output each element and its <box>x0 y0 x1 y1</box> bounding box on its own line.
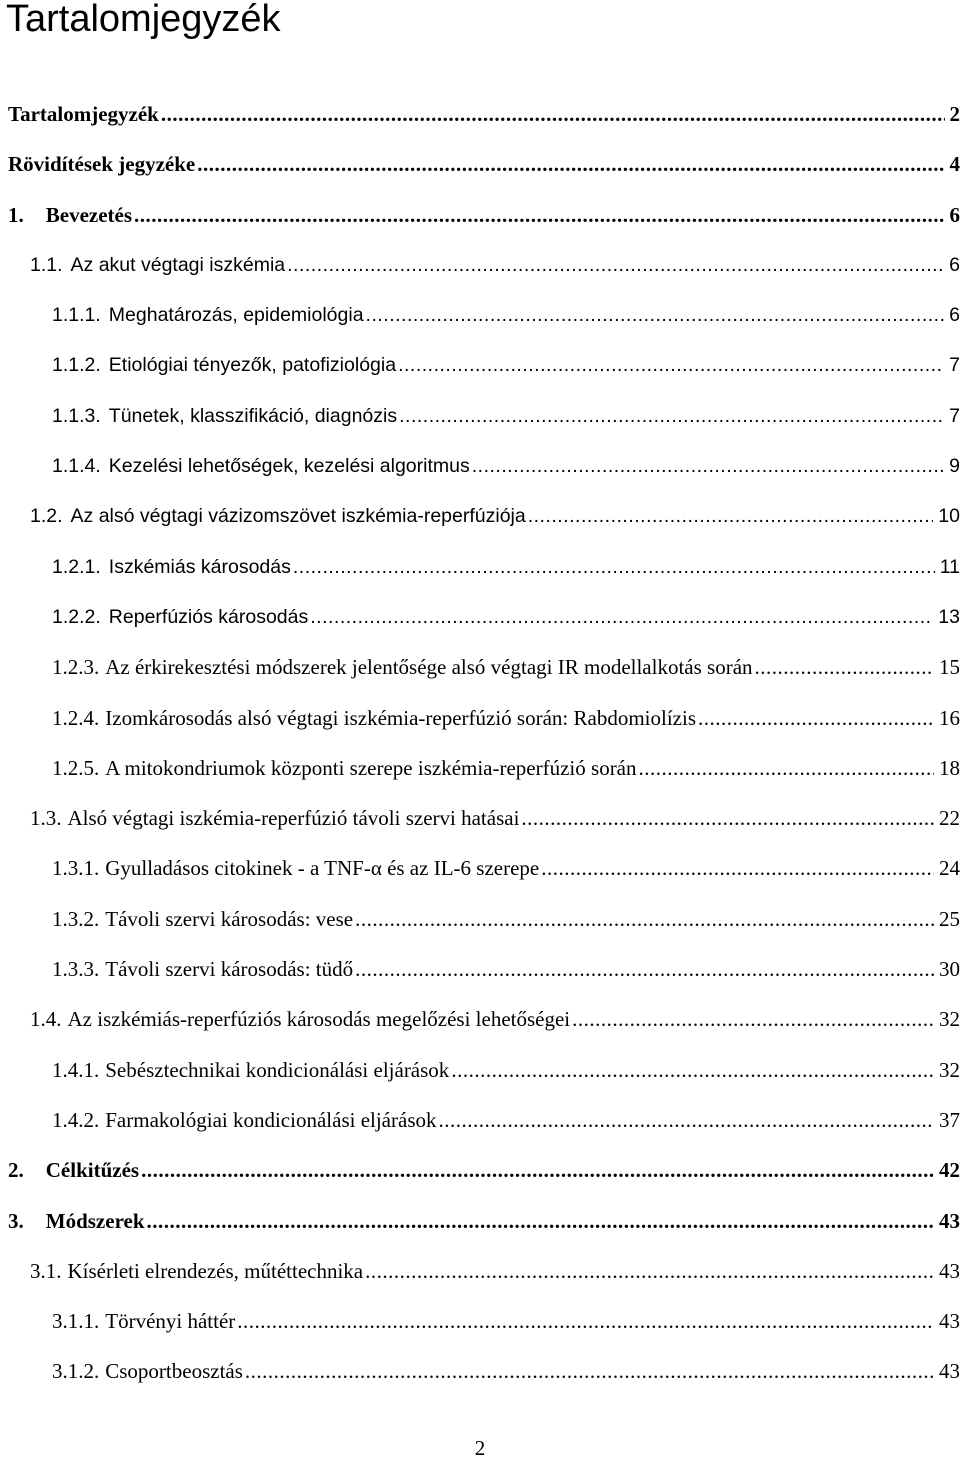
toc-number: 1.1.4. <box>52 455 101 478</box>
toc-entry-rovidites[interactable] <box>0 142 960 192</box>
toc-entry-3-1[interactable] <box>0 1249 960 1299</box>
toc-leader-dots <box>472 450 944 482</box>
toc-leader-dots <box>755 651 934 683</box>
toc-leader-dots <box>197 148 944 180</box>
toc-label: Farmakológiai kondicionálási eljárások <box>105 1107 437 1132</box>
toc-entry-3[interactable] <box>0 1199 960 1249</box>
toc-entry-1-2-2[interactable] <box>0 595 960 645</box>
toc-label: Célkitűzés <box>45 1158 140 1183</box>
toc-entry-1[interactable] <box>0 193 960 243</box>
toc-number: 1.2.5. <box>52 755 100 780</box>
toc-page-number: 4 <box>949 152 960 177</box>
toc-label: Az akut végtagi iszkémia <box>70 253 286 276</box>
toc-label: Távoli szervi károsodás: tüdő <box>105 957 354 982</box>
toc-page-number: 24 <box>939 856 960 881</box>
toc-label: Az érkirekesztési módszerek jelentősége alsó végtagi IR modellalkotás során <box>105 655 753 680</box>
toc-page-number: 43 <box>939 1208 960 1233</box>
toc-page-number: 10 <box>938 505 960 528</box>
toc-leader-dots <box>237 1305 934 1337</box>
toc-leader-dots <box>398 349 944 381</box>
toc-page-number: 25 <box>939 906 960 931</box>
toc-entry-1-4[interactable] <box>0 997 960 1047</box>
toc-entry-1-1-2[interactable] <box>0 343 960 393</box>
toc-page-number: 6 <box>949 253 960 276</box>
toc-label: Törvényi háttér <box>105 1309 236 1334</box>
toc-page-number: 32 <box>939 1007 960 1032</box>
toc-page-number: 9 <box>949 455 960 478</box>
toc-entry-1-1-4[interactable] <box>0 444 960 494</box>
toc-entry-2[interactable] <box>0 1148 960 1198</box>
toc-page-number: 11 <box>939 555 960 578</box>
toc-page-number: 42 <box>939 1158 960 1183</box>
page-title: Tartalomjegyzék <box>6 0 281 40</box>
toc-number: 1.1. <box>30 253 63 276</box>
toc-number: 1.1.2. <box>52 354 101 377</box>
toc-leader-dots <box>293 551 935 583</box>
toc-entry-1-2[interactable] <box>0 494 960 544</box>
toc-label: Távoli szervi károsodás: vese <box>105 906 354 931</box>
toc-leader-dots <box>365 1255 934 1287</box>
toc-label: Kísérleti elrendezés, műtéttechnika <box>67 1258 364 1283</box>
toc-label: Izomkárosodás alsó végtagi iszkémia-reperfúzió során: Rabdomiolízis <box>105 705 696 730</box>
toc-entry-1-3[interactable] <box>0 796 960 846</box>
toc-label: Kezelési lehetőségek, kezelési algoritmus <box>108 455 470 478</box>
toc-label: Csoportbeosztás <box>105 1359 243 1384</box>
toc-leader-dots <box>161 98 945 130</box>
toc-number: 1.2. <box>30 505 63 528</box>
toc-page-number: 43 <box>939 1359 960 1384</box>
toc-entry-3-1-2[interactable] <box>0 1349 960 1399</box>
toc-number: 1.3. <box>30 806 62 831</box>
toc-page-number: 2 <box>949 102 960 126</box>
toc-page-number: 43 <box>939 1258 960 1283</box>
toc-entry-3-1-1[interactable] <box>0 1299 960 1349</box>
toc-leader-dots <box>310 601 933 633</box>
toc-label: Reperfúziós károsodás <box>108 605 309 628</box>
toc-entry-1-3-1[interactable] <box>0 846 960 896</box>
toc-number: 1.1.3. <box>52 404 101 427</box>
toc-number: 1.2.3. <box>52 655 100 680</box>
toc-leader-dots <box>541 852 934 884</box>
toc-entry-tartalomjegyzek[interactable] <box>0 92 960 142</box>
toc-number: 1.4.2. <box>52 1107 100 1132</box>
toc-number: 3.1. <box>30 1258 62 1283</box>
toc-entry-1-2-4[interactable] <box>0 696 960 746</box>
toc-number: 3.1.1. <box>52 1309 100 1334</box>
toc-page-number: 6 <box>949 202 960 227</box>
toc-number: 1.2.2. <box>52 605 101 628</box>
toc-page-number: 37 <box>939 1107 960 1132</box>
toc-page-number: 7 <box>949 354 960 377</box>
toc-number: 3.1.2. <box>52 1359 100 1384</box>
page-footer-number: 2 <box>474 1436 486 1460</box>
toc-label: Iszkémiás károsodás <box>108 555 291 578</box>
toc-page-number: 30 <box>939 957 960 982</box>
toc-entry-1-2-3[interactable] <box>0 645 960 695</box>
toc-label: Sebésztechnikai kondicionálási eljárások <box>105 1057 450 1082</box>
toc-label: Alsó végtagi iszkémia-reperfúzió távoli szervi hatásai <box>67 806 520 831</box>
toc-number: 1.3.1. <box>52 856 100 881</box>
toc-label: Etiológiai tényezők, patofiziológia <box>108 354 397 377</box>
toc-label: Módszerek <box>45 1208 145 1233</box>
toc-leader-dots <box>355 953 934 985</box>
toc-page-number: 32 <box>939 1057 960 1082</box>
toc-leader-dots <box>572 1003 934 1035</box>
toc-number: 1.3.3. <box>52 957 100 982</box>
toc-label: Az iszkémiás-reperfúziós károsodás megelőzési lehetőségei <box>67 1007 571 1032</box>
toc-entry-1-3-2[interactable] <box>0 897 960 947</box>
toc-label: Bevezetés <box>45 202 133 227</box>
toc-number: 1.2.1. <box>52 555 101 578</box>
toc-label: Gyulladásos citokinek - a TNF-α és az IL-6 szerepe <box>105 856 540 881</box>
toc-entry-1-1-3[interactable] <box>0 394 960 444</box>
toc-page-number: 15 <box>939 655 960 680</box>
toc-label: Meghatározás, epidemiológia <box>108 304 364 327</box>
toc-leader-dots <box>147 1205 934 1237</box>
toc-page-number: 13 <box>938 605 960 628</box>
toc-entry-1-1-1[interactable] <box>0 293 960 343</box>
toc-leader-dots <box>639 752 934 784</box>
toc-leader-dots <box>521 802 934 834</box>
toc-label: Tünetek, klasszifikáció, diagnózis <box>108 404 398 427</box>
toc-number: 3. <box>8 1208 24 1233</box>
toc-page-number: 22 <box>939 806 960 831</box>
toc-page-number: 16 <box>939 705 960 730</box>
toc-number: 1. <box>8 202 24 227</box>
toc-leader-dots <box>528 500 934 532</box>
toc-page-number: 18 <box>939 755 960 780</box>
toc-label: A mitokondriumok központi szerepe iszkémia-reperfúzió során <box>105 755 637 780</box>
toc-leader-dots <box>399 400 944 432</box>
toc-number: 1.4. <box>30 1007 62 1032</box>
toc-leader-dots <box>439 1104 935 1136</box>
toc-leader-dots <box>451 1054 934 1086</box>
toc-page-number: 43 <box>939 1309 960 1334</box>
toc-number: 1.4.1. <box>52 1057 100 1082</box>
toc-entry-1-4-2[interactable] <box>0 1098 960 1148</box>
toc-number: 1.1.1. <box>52 304 101 327</box>
toc-leader-dots <box>245 1355 934 1387</box>
table-of-contents <box>0 92 960 1400</box>
toc-leader-dots <box>287 249 944 281</box>
toc-entry-1-3-3[interactable] <box>0 947 960 997</box>
toc-entry-1-4-1[interactable] <box>0 1048 960 1098</box>
toc-label: Rövidítések jegyzéke <box>8 152 196 177</box>
toc-number: 1.3.2. <box>52 906 100 931</box>
toc-leader-dots <box>698 702 934 734</box>
toc-label: Az alsó végtagi vázizomszövet iszkémia-reperfúziója <box>70 505 526 528</box>
toc-entry-1-1[interactable] <box>0 243 960 293</box>
toc-page-number: 7 <box>949 404 960 427</box>
toc-number: 2. <box>8 1158 24 1183</box>
toc-entry-1-2-5[interactable] <box>0 746 960 796</box>
toc-entry-1-2-1[interactable] <box>0 545 960 595</box>
toc-leader-dots <box>134 199 944 231</box>
toc-leader-dots <box>355 903 934 935</box>
toc-number: 1.2.4. <box>52 705 100 730</box>
toc-page-number: 6 <box>949 304 960 327</box>
toc-label: Tartalomjegyzék <box>8 102 159 126</box>
toc-leader-dots <box>366 299 945 331</box>
toc-leader-dots <box>141 1154 934 1186</box>
